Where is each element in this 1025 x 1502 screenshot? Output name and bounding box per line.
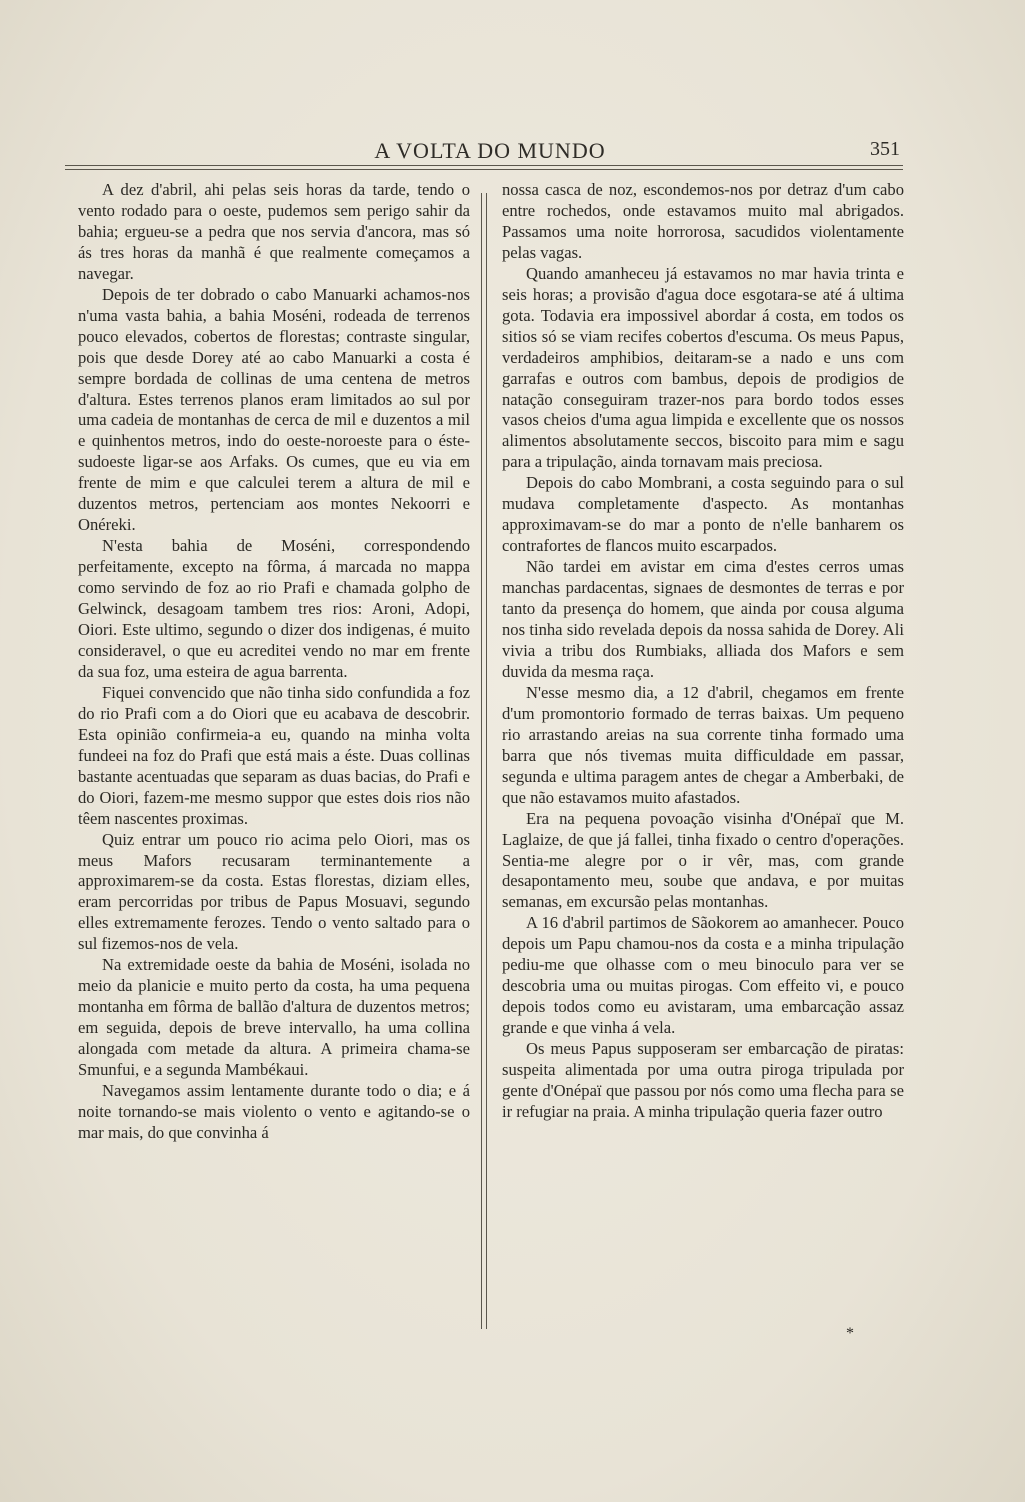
paragraph: Quiz entrar um pouco rio acima pelo Oiori, mas os meus Mafors recusaram terminantemente a approximarem-se da costa. Estas florestas, diziam elles, eram percorridas por tribus de Papus Mosuavi, segundo elles extremamente ferozes. Tendo o vento saltado para o sul fizemos-nos de vela.	[78, 829, 470, 954]
paragraph: Depois do cabo Mombrani, a costa seguindo para o sul mudava completamente d'aspecto. As montanhas approximavam-se do mar a ponto de n'elle banharem os contrafortes de flancos muito escarpados.	[502, 473, 904, 556]
paragraph: N'esse mesmo dia, a 12 d'abril, chegamos em frente d'um promontorio formado de terras baixas. Um pequeno rio arrastando areias na sua corrente tinha formado uma barra que nós tivemas muita difficuldade em passar, segunda e ultima paragem antes de chegar a Amberbaki, de que não estavamos muito afastados.	[502, 682, 904, 807]
column-divider-left-line	[481, 193, 482, 1329]
right-column	[502, 180, 904, 1123]
paragraph: Quando amanheceu já estavamos no mar havia trinta e seis horas; a provisão d'agua doce esgotara-se até á ultima gota. Todavia era impossivel abordar á costa, em todos os sitios só se viam recifes cobertos d'escuma. Os meus Papus, verdadeiros amphibios, deitaram-se a nado e uns com garrafas e outros com bambus, depois de prodigios de natação conseguiram trazer-nos para bordo todos esses vasos cheios d'uma agua limpida e excellente que os nossos alimentos absolutamente seccos, biscoito para mim e sagu para a tripulação, ainda tornavam mais preciosa.	[502, 263, 904, 472]
page-number: 351	[870, 138, 900, 160]
paragraph: Na extremidade oeste da bahia de Moséni, isolada no meio da planicie e muito perto da costa, ha uma pequena montanha em fôrma de ballão d'altura de duzentos metros; em seguida, depois de breve intervallo, ha uma collina alongada com metade da altura. A primeira chama-se Smunfui, e a segunda Mambékaui.	[78, 955, 470, 1080]
paragraph: Depois de ter dobrado o cabo Manuarki achamos-nos n'uma vasta bahia, a bahia Moséni, rodeada de terrenos pouco elevados, cobertos de florestas; contraste singular, pois que desde Dorey até ao cabo Manuarki a costa é sempre bordada de collinas de uma centena de metros d'altura. Estes terrenos planos eram limitados ao sul por uma cadeia de montanhas de cerca de mil e duzentos a mil e quinhentos metros, indo do oeste-noroeste para o éste-sudoeste ligar-se aos Arfaks. Os cumes, que eu via em frente de mim e que calculei terem a altura de mil e duzentos metros, pertenciam aos montes Nekoorri e Onéreki.	[78, 284, 470, 535]
paragraph: Era na pequena povoação visinha d'Onépaï que M. Laglaize, de que já fallei, tinha fixado o centro d'operações. Sentia-me alegre por o ir vêr, mas, com grande desapontamento meu, soube que andava, e por muitas semanas, em excursão pelas montanhas.	[502, 808, 904, 912]
header-rule-top	[65, 165, 903, 166]
column-divider-right-line	[486, 193, 487, 1329]
left-column	[78, 180, 470, 1144]
paragraph: Navegamos assim lentamente durante todo o dia; e á noite tornando-se mais violento o vento e agitando-se o mar mais, do que convinha á	[78, 1080, 470, 1142]
paragraph-continued: nossa casca de noz, escondemos-nos por detraz d'um cabo entre rochedos, onde estavamos muito mal abrigados. Passamos uma noite horrorosa, sacudidos violentamente pelas vagas.	[502, 180, 904, 262]
paragraph: Não tardei em avistar em cima d'estes cerros umas manchas pardacentas, signaes de desmontes de terras e por tanto da presença do homem, que ainda por cousa alguma nos tinha sido revelada depois da nossa sahida de Dorey. Ali vivia a tribu dos Rumbiaks, alliada dos Mafors e sem duvida da mesma raça.	[502, 557, 904, 681]
paragraph: Fiquei convencido que não tinha sido confundida a foz do rio Prafi com a do Oiori que eu acabava de descobrir. Esta opinião confirmeia-a eu, quando na minha volta fundeei na foz do Prafi que está mais a éste. Duas collinas bastante acentuadas que separam as duas bacias, do Prafi e do Oiori, fazem-me mesmo suppor que estes dois rios não têem nascentes proximas.	[78, 682, 470, 828]
paragraph: Os meus Papus supposeram ser embarcação de piratas: suspeita alimentada por uma outra piroga tripulada por gente d'Onépaï que passou por nós como uma flecha para se ir refugiar na praia. A minha tripulação queria fazer outro	[502, 1039, 904, 1121]
footer-asterisk-mark: *	[846, 1325, 854, 1342]
header-rule-bottom	[65, 169, 903, 170]
paragraph: A 16 d'abril partimos de Sãokorem ao amanhecer. Pouco depois um Papu chamou-nos da costa e a minha tripulação pediu-me que olhasse com o meu binoculo para ver se descobria uma ou muitas pirogas. Com effeito vi, e pouco depois todos como eu avistaram, uma embarcação assaz grande e que vinha á vela.	[502, 913, 904, 1038]
running-header-title: A VOLTA DO MUNDO	[374, 138, 606, 163]
paragraph: A dez d'abril, ahi pelas seis horas da tarde, tendo o vento rodado para o oeste, pudemos sem perigo sahir da bahia; ergueu-se a pedra que nos servia d'ancora, mas só ás tres horas da manhã é que realmente começamos a navegar.	[78, 180, 470, 283]
paragraph: N'esta bahia de Moséni, correspondendo perfeitamente, excepto na fôrma, á marcada no mappa como servindo de foz ao rio Prafi e chamada golpho de Gelwinck, desagoam tambem tres rios: Aroni, Adopi, Oiori. Este ultimo, segundo o dizer dos indigenas, é muito consideravel, o que eu acreditei vendo no mar em frente da sua foz, uma esteira de agua barrenta.	[78, 536, 470, 681]
